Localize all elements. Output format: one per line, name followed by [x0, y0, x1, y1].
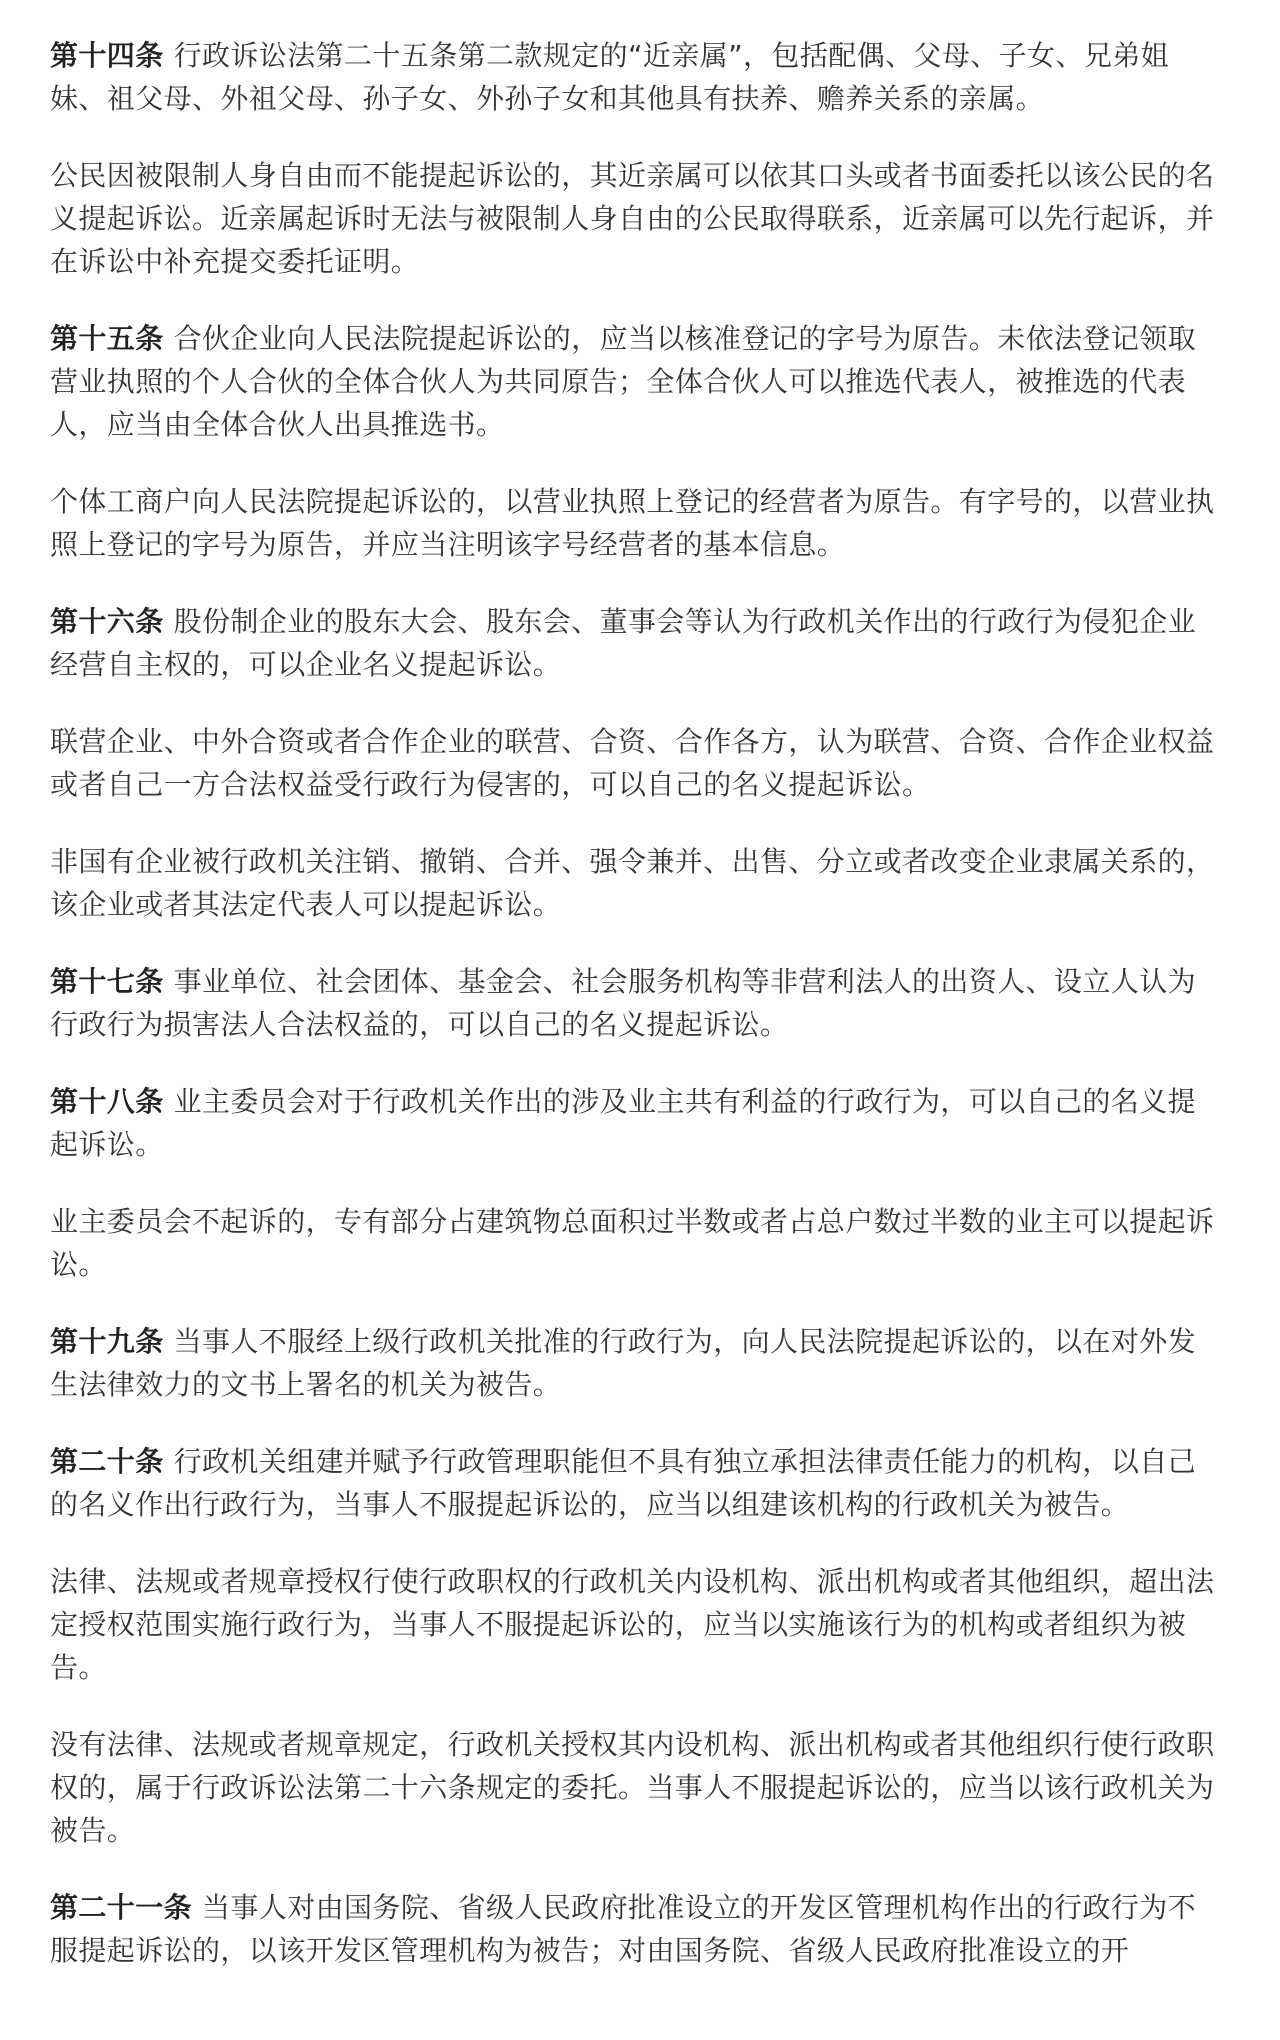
article-number: 第十五条	[50, 322, 164, 355]
paragraph-article-14	[50, 34, 1222, 120]
paragraph-text: 个体工商户向人民法院提起诉讼的，以营业执照上登记的经营者为原告。有字号的，以营业执照上登记的字号为原告，并应当注明该字号经营者的基本信息。	[50, 485, 1215, 561]
paragraph-text: 当事人不服经上级行政机关批准的行政行为，向人民法院提起诉讼的，以在对外发生法律效力的文书上署名的机关为被告。	[50, 1325, 1197, 1401]
paragraph-article-21	[50, 1886, 1222, 1972]
paragraph	[50, 720, 1222, 806]
article-number: 第十四条	[50, 39, 164, 72]
paragraph	[50, 1723, 1222, 1852]
article-number: 第二十一条	[50, 1891, 193, 1924]
paragraph-text: 业主委员会不起诉的，专有部分占建筑物总面积过半数或者占总户数过半数的业主可以提起诉讼。	[50, 1205, 1215, 1281]
paragraph-article-15	[50, 317, 1222, 446]
paragraph	[50, 480, 1222, 566]
paragraph-article-16	[50, 600, 1222, 686]
paragraph-text: 业主委员会对于行政机关作出的涉及业主共有利益的行政行为，可以自己的名义提起诉讼。	[50, 1085, 1197, 1161]
paragraph-article-17	[50, 960, 1222, 1046]
paragraph	[50, 1200, 1222, 1286]
article-number: 第十九条	[50, 1325, 164, 1358]
paragraph	[50, 840, 1222, 926]
paragraph-text: 行政机关组建并赋予行政管理职能但不具有独立承担法律责任能力的机构，以自己的名义作出行政行为，当事人不服提起诉讼的，应当以组建该机构的行政机关为被告。	[50, 1445, 1197, 1521]
article-number: 第十六条	[50, 605, 164, 638]
paragraph	[50, 1560, 1222, 1689]
paragraph-text: 当事人对由国务院、省级人民政府批准设立的开发区管理机构作出的行政行为不服提起诉讼的，以该开发区管理机构为被告；对由国务院、省级人民政府批准设立的开	[50, 1891, 1197, 1967]
paragraph-text: 法律、法规或者规章授权行使行政职权的行政机关内设机构、派出机构或者其他组织，超出法定授权范围实施行政行为，当事人不服提起诉讼的，应当以实施该行为的机构或者组织为被告。	[50, 1565, 1215, 1684]
article-number: 第十七条	[50, 965, 164, 998]
paragraph-text: 非国有企业被行政机关注销、撤销、合并、强令兼并、出售、分立或者改变企业隶属关系的，该企业或者其法定代表人可以提起诉讼。	[50, 845, 1215, 921]
paragraph-text: 联营企业、中外合资或者合作企业的联营、合资、合作各方，认为联营、合资、合作企业权益或者自己一方合法权益受行政行为侵害的，可以自己的名义提起诉讼。	[50, 725, 1215, 801]
paragraph-text: 合伙企业向人民法院提起诉讼的，应当以核准登记的字号为原告。未依法登记领取营业执照的个人合伙的全体合伙人为共同原告；全体合伙人可以推选代表人，被推选的代表人，应当由全体合伙人出具推选书。	[50, 322, 1197, 441]
paragraph-text: 行政诉讼法第二十五条第二款规定的“近亲属”，包括配偶、父母、子女、兄弟姐妹、祖父母、外祖父母、孙子女、外孙子女和其他具有扶养、赡养关系的亲属。	[50, 39, 1170, 115]
paragraph-text: 没有法律、法规或者规章规定，行政机关授权其内设机构、派出机构或者其他组织行使行政职权的，属于行政诉讼法第二十六条规定的委托。当事人不服提起诉讼的，应当以该行政机关为被告。	[50, 1728, 1215, 1847]
article-number: 第二十条	[50, 1445, 164, 1478]
paragraph-article-18	[50, 1080, 1222, 1166]
paragraph-text: 公民因被限制人身自由而不能提起诉讼的，其近亲属可以依其口头或者书面委托以该公民的名义提起诉讼。近亲属起诉时无法与被限制人身自由的公民取得联系，近亲属可以先行起诉，并在诉讼中补充提交委托证明。	[50, 159, 1215, 278]
paragraph	[50, 154, 1222, 283]
paragraph-text: 股份制企业的股东大会、股东会、董事会等认为行政机关作出的行政行为侵犯企业经营自主权的，可以企业名义提起诉讼。	[50, 605, 1197, 681]
document-body	[50, 34, 1222, 2006]
paragraph-article-20	[50, 1440, 1222, 1526]
paragraph-article-19	[50, 1320, 1222, 1406]
paragraph-text: 事业单位、社会团体、基金会、社会服务机构等非营利法人的出资人、设立人认为行政行为损害法人合法权益的，可以自己的名义提起诉讼。	[50, 965, 1197, 1041]
article-number: 第十八条	[50, 1085, 164, 1118]
